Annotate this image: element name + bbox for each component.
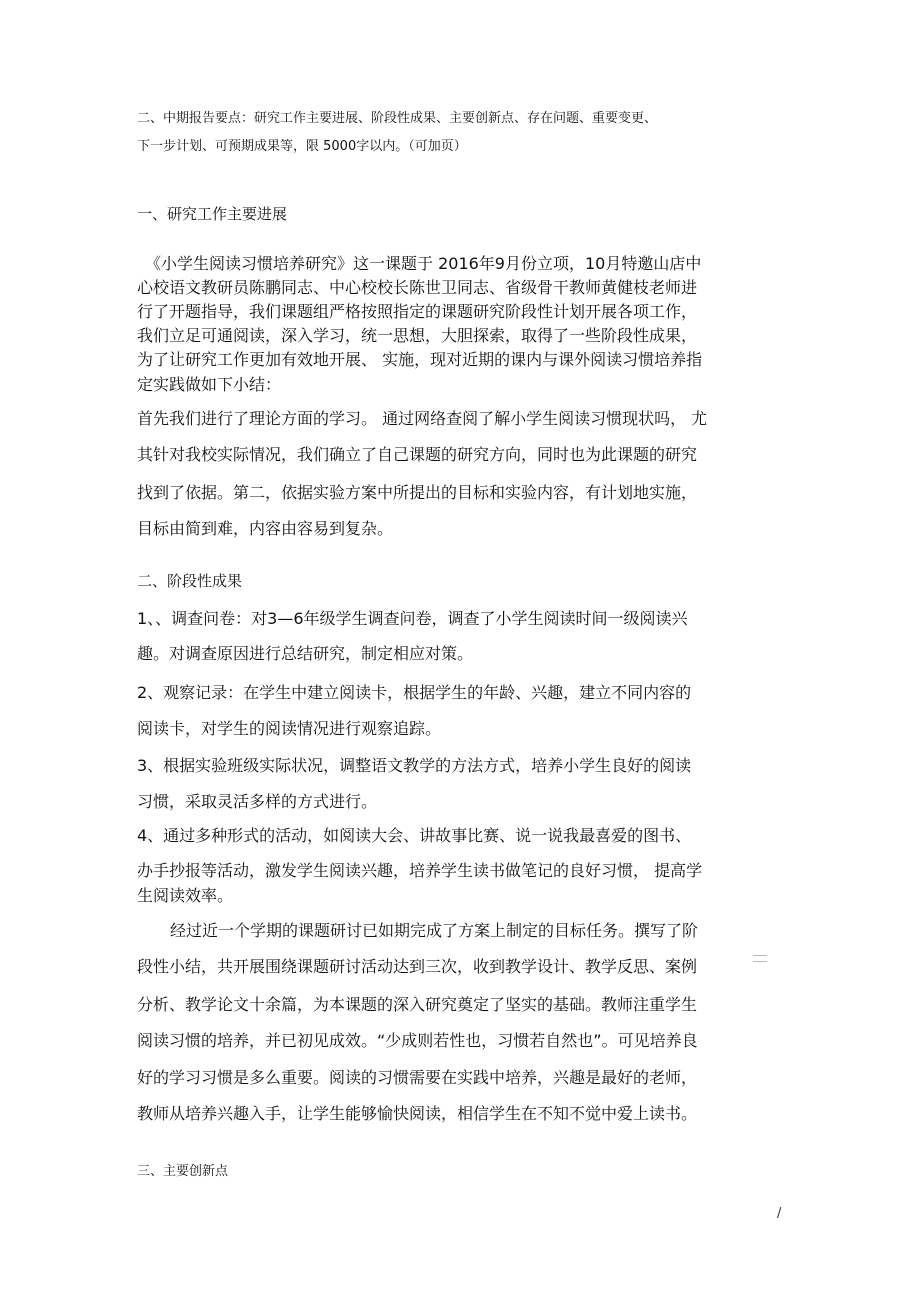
section1-para1-line: 心校语文教研员陈鹏同志、中心校校长陈世卫同志、省级骨干教师黄健枝老师进 [137,278,698,297]
summary-line: 段性小结，共开展围绕课题研讨活动达到三次，收到教学设计、教学反思、案例 [137,957,698,976]
item2-line: 2、观察记录：在学生中建立阅读卡，根据学生的年龄、兴趣，建立不同内容的 [137,683,692,702]
section1-para2-line: 找到了依据。第二，依据实验方案中所提出的目标和实验内容，有计划地实施， [137,483,698,502]
item3-line: 习惯，采取灵活多样的方式进行。 [137,792,378,811]
section3-heading: 三、主要创新点 [137,1164,229,1179]
item2-line: 阅读卡，对学生的阅读情况进行观察追踪。 [137,719,442,738]
section1-para1-line: 为了让研究工作更加有效地开展、 实施，现对近期的课内与课外阅读习惯培养指 [137,350,703,369]
section1-para1-line: 《小学生阅读习惯培养研究》这一课题于 2016年9月份立项，10月特邀山店中 [145,254,702,273]
intro-line-1: 二、中期报告要点：研究工作主要进展、阶段性成果、主要创新点、存在问题、重要变更、 [137,111,658,126]
section1-para2-line: 目标由简到难，内容由容易到复杂。 [137,519,394,538]
section1-para2-line: 其针对我校实际情况，我们确立了自己课题的研究方向，同时也为此课题的研究 [137,445,698,464]
section1-para2-line: 首先我们进行了理论方面的学习。 通过网络查阅了解小学生阅读习惯现状吗， 尤 [137,409,708,428]
item4-line: 4、通过多种形式的活动，如阅读大会、讲故事比赛、说一说我最喜爱的图书、 [137,826,692,845]
item1-line: 趣。对调查原因进行总结研究，制定相应对策。 [137,644,474,663]
item4-line: 办手抄报等活动，激发学生阅读兴趣，培养学生读书做笔记的良好习惯， 提高学 [137,861,703,880]
summary-line: 好的学习习惯是多么重要。阅读的习惯需要在实践中培养，兴趣是最好的老师， [137,1068,698,1087]
summary-line: 分析、教学论文十余篇，为本课题的深入研究奠定了坚实的基础。教师注重学生 [137,995,698,1014]
item4-line: 生阅读效率。 [137,886,234,905]
page-mark: / [777,1206,782,1221]
section1-para1-line: 我们立足可通阅读，深入学习，统一思想，大胆探索，取得了一些阶段性成果， [137,326,698,345]
section1-para1-line: 行了开题指导，我们课题组严格按照指定的课题研究阶段性计划开展各项工作， [137,302,698,321]
section1-para1-line: 定实践做如下小结： [137,375,282,394]
section2-heading: 二、阶段性成果 [137,572,243,590]
item1-line: 1、、调查问卷：对3—6年级学生调查问卷，调查了小学生阅读时间一级阅读兴 [137,609,688,628]
item3-line: 3、根据实验班级实际状况，调整语文教学的方法方式，培养小学生良好的阅读 [137,756,692,775]
section1-heading: 一、研究工作主要进展 [137,205,288,223]
summary-line: 经过近一个学期的课题研讨已如期完成了方案上制定的目标任务。撰写了阶 [170,921,699,940]
intro-line-2: 下一步计划、可预期成果等，限 5000字以内。（可加页） [137,139,467,154]
summary-line: 教师从培养兴趣入手，让学生能够愉快阅读，相信学生在不知不觉中爱上读书。 [137,1104,698,1123]
margin-mark [753,955,767,965]
summary-line: 阅读习惯的培养，并已初见成效。“少成则若性也，习惯若自然也”。可见培养良 [137,1031,698,1050]
